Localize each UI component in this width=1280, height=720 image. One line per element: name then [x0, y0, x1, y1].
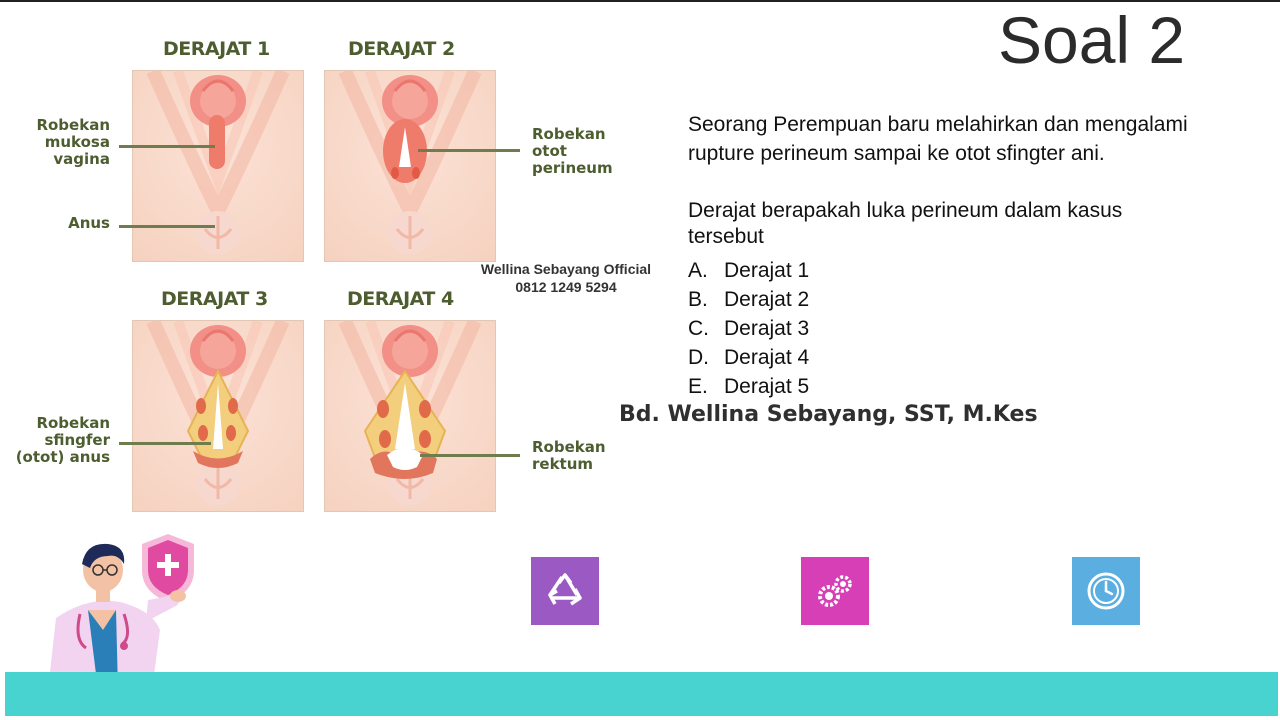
watermark — [466, 260, 666, 296]
pointer-line — [418, 149, 520, 152]
label-text: Robekan — [532, 438, 606, 456]
option-key: B. — [688, 288, 708, 311]
label-text: perineum — [532, 159, 613, 177]
prompt-line: Derajat berapakah luka perineum dalam kasus — [688, 199, 1123, 222]
pointer-line — [420, 454, 520, 457]
shield-plus-icon — [142, 534, 194, 602]
grade-2-heading: DERAJAT 2 — [348, 38, 455, 60]
option-b[interactable] — [688, 285, 809, 314]
label-text: mukosa — [44, 133, 110, 151]
question-prompt — [688, 196, 1122, 249]
option-key: A. — [688, 259, 708, 282]
grade-1-illustration — [132, 70, 304, 262]
recycle-tile[interactable] — [531, 557, 599, 625]
author-name: Bd. Wellina Sebayang, SST, M.Kes — [619, 402, 1038, 427]
label-otot-perineum — [532, 126, 613, 177]
label-text: Robekan — [36, 116, 110, 134]
slide-title: Soal 2 — [998, 3, 1186, 77]
grade-4-heading: DERAJAT 4 — [347, 288, 454, 310]
option-text: Derajat 5 — [724, 375, 810, 398]
question-text — [688, 110, 1188, 168]
label-sfingter-anus — [6, 415, 110, 466]
answer-options — [688, 256, 809, 401]
prompt-line: tersebut — [688, 225, 764, 248]
watermark-name: Wellina Sebayang Official — [480, 261, 652, 277]
option-d[interactable] — [688, 343, 809, 372]
grade-3-illustration — [132, 320, 304, 512]
footer-bar — [5, 672, 1278, 716]
clock-icon — [1085, 570, 1127, 612]
option-key: C. — [688, 317, 709, 340]
option-key: D. — [688, 346, 709, 369]
grade-4-illustration — [324, 320, 496, 512]
option-a[interactable] — [688, 256, 809, 285]
grade-1-heading: DERAJAT 1 — [163, 38, 270, 60]
pointer-line — [119, 145, 215, 148]
grade-3-heading: DERAJAT 3 — [161, 288, 268, 310]
clock-tile[interactable] — [1072, 557, 1140, 625]
watermark-phone: 0812 1249 5294 — [515, 279, 617, 295]
pointer-line — [119, 225, 215, 228]
option-text: Derajat 2 — [724, 288, 810, 311]
option-c[interactable] — [688, 314, 809, 343]
pointer-line — [119, 442, 211, 445]
label-text: sfingfer — [44, 431, 110, 449]
grade-2-illustration — [324, 70, 496, 262]
label-rektum — [532, 439, 606, 473]
label-mukosa-vagina — [20, 117, 110, 168]
option-text: Derajat 1 — [724, 259, 810, 282]
recycle-icon — [545, 571, 585, 611]
option-e[interactable] — [688, 372, 809, 401]
label-text: Robekan — [532, 125, 606, 143]
label-text: Robekan — [36, 414, 110, 432]
label-text: (otot) anus — [15, 448, 110, 466]
label-text: rektum — [532, 455, 594, 473]
option-key: E. — [688, 375, 708, 398]
gears-tile[interactable] — [801, 557, 869, 625]
label-text: otot — [532, 142, 567, 160]
label-text: vagina — [53, 150, 110, 168]
question-line: rupture perineum sampai ke otot sfingter ani. — [688, 142, 1105, 165]
question-line: Seorang Perempuan baru melahirkan dan mengalami — [688, 113, 1188, 136]
label-anus: Anus — [68, 214, 110, 232]
option-text: Derajat 3 — [724, 317, 810, 340]
option-text: Derajat 4 — [724, 346, 810, 369]
gears-icon — [814, 570, 856, 612]
doctor-illustration — [28, 530, 208, 690]
